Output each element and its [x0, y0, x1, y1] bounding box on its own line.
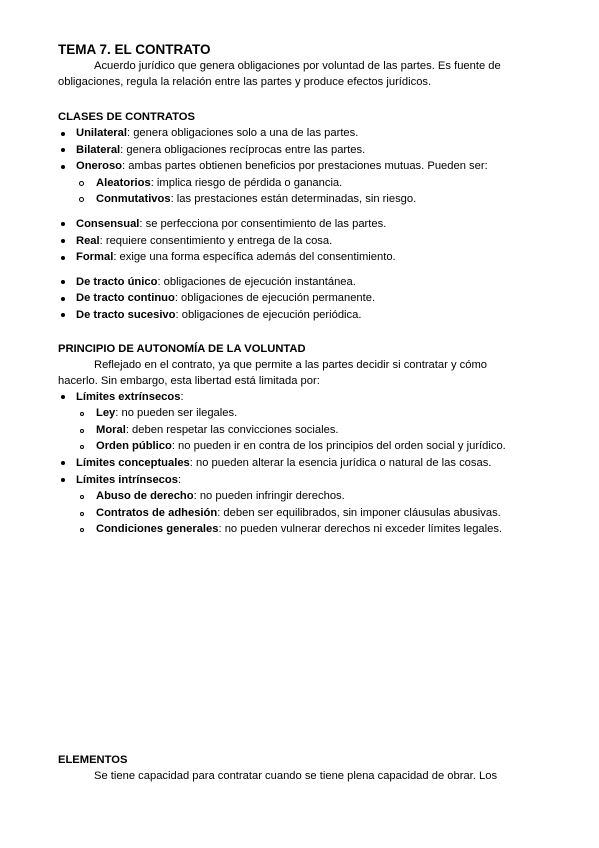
- principio-line-1: Reflejado en el contrato, ya que permite a las partes decidir si contratar y cómo: [94, 358, 488, 371]
- principio-list: [58, 389, 542, 538]
- list-item: Real: requiere consentimiento y entrega de la cosa.: [58, 233, 542, 250]
- principio-heading: PRINCIPIO DE AUTONOMÍA DE LA VOLUNTAD: [58, 342, 306, 355]
- elementos-heading: ELEMENTOS: [58, 754, 128, 766]
- elementos-section: [58, 752, 542, 784]
- sub-list-item: Conmutativos: las prestaciones están determinadas, sin riesgo.: [58, 191, 542, 208]
- intro-line-1: Acuerdo jurídico que genera obligaciones por voluntad de las partes. Es fuente de: [94, 60, 501, 72]
- list-item: Límites intrínsecos:: [58, 472, 542, 489]
- list-item: Límites extrínsecos:: [58, 389, 542, 406]
- clases-list-1: [58, 125, 542, 208]
- principio-line-2: hacerlo. Sin embargo, esta libertad está limitada por:: [58, 374, 320, 387]
- list-item: De tracto sucesivo: obligaciones de ejecución periódica.: [58, 307, 542, 324]
- list-item: De tracto continuo: obligaciones de ejecución permanente.: [58, 290, 542, 307]
- list-item: Bilateral: genera obligaciones recíprocas entre las partes.: [58, 142, 542, 159]
- document-title: TEMA 7. EL CONTRATO: [58, 42, 211, 57]
- sub-list-item: Moral: deben respetar las convicciones sociales.: [58, 422, 542, 439]
- list-item: De tracto único: obligaciones de ejecución instantánea.: [58, 274, 542, 291]
- sub-list-item: Ley: no pueden ser ilegales.: [58, 405, 542, 422]
- list-item: Oneroso: ambas partes obtienen beneficios por prestaciones mutuas. Pueden ser:: [58, 158, 542, 175]
- clases-list-2: [58, 216, 542, 266]
- document-page: [58, 42, 542, 538]
- clases-list-3: [58, 274, 542, 324]
- list-item: Consensual: se perfecciona por consentimiento de las partes.: [58, 216, 542, 233]
- clases-heading: CLASES DE CONTRATOS: [58, 111, 195, 123]
- list-item: Unilateral: genera obligaciones solo a una de las partes.: [58, 125, 542, 142]
- sub-list-item: Contratos de adhesión: deben ser equilibrados, sin imponer cláusulas abusivas.: [58, 505, 542, 522]
- list-item: Formal: exige una forma específica además del consentimiento.: [58, 249, 542, 266]
- intro-line-2: obligaciones, regula la relación entre las partes y produce efectos jurídicos.: [58, 76, 432, 88]
- list-item: Límites conceptuales: no pueden alterar la esencia jurídica o natural de las cosas.: [58, 455, 542, 472]
- elementos-line-1: Se tiene capacidad para contratar cuando se tiene plena capacidad de obrar. Los: [94, 770, 498, 782]
- sub-list-item: Abuso de derecho: no pueden infringir derechos.: [58, 488, 542, 505]
- sub-list-item: Condiciones generales: no pueden vulnerar derechos ni exceder límites legales.: [58, 521, 542, 538]
- sub-list-item: Aleatorios: implica riesgo de pérdida o ganancia.: [58, 175, 542, 192]
- sub-list-item: Orden público: no pueden ir en contra de los principios del orden social y jurídico.: [58, 438, 542, 455]
